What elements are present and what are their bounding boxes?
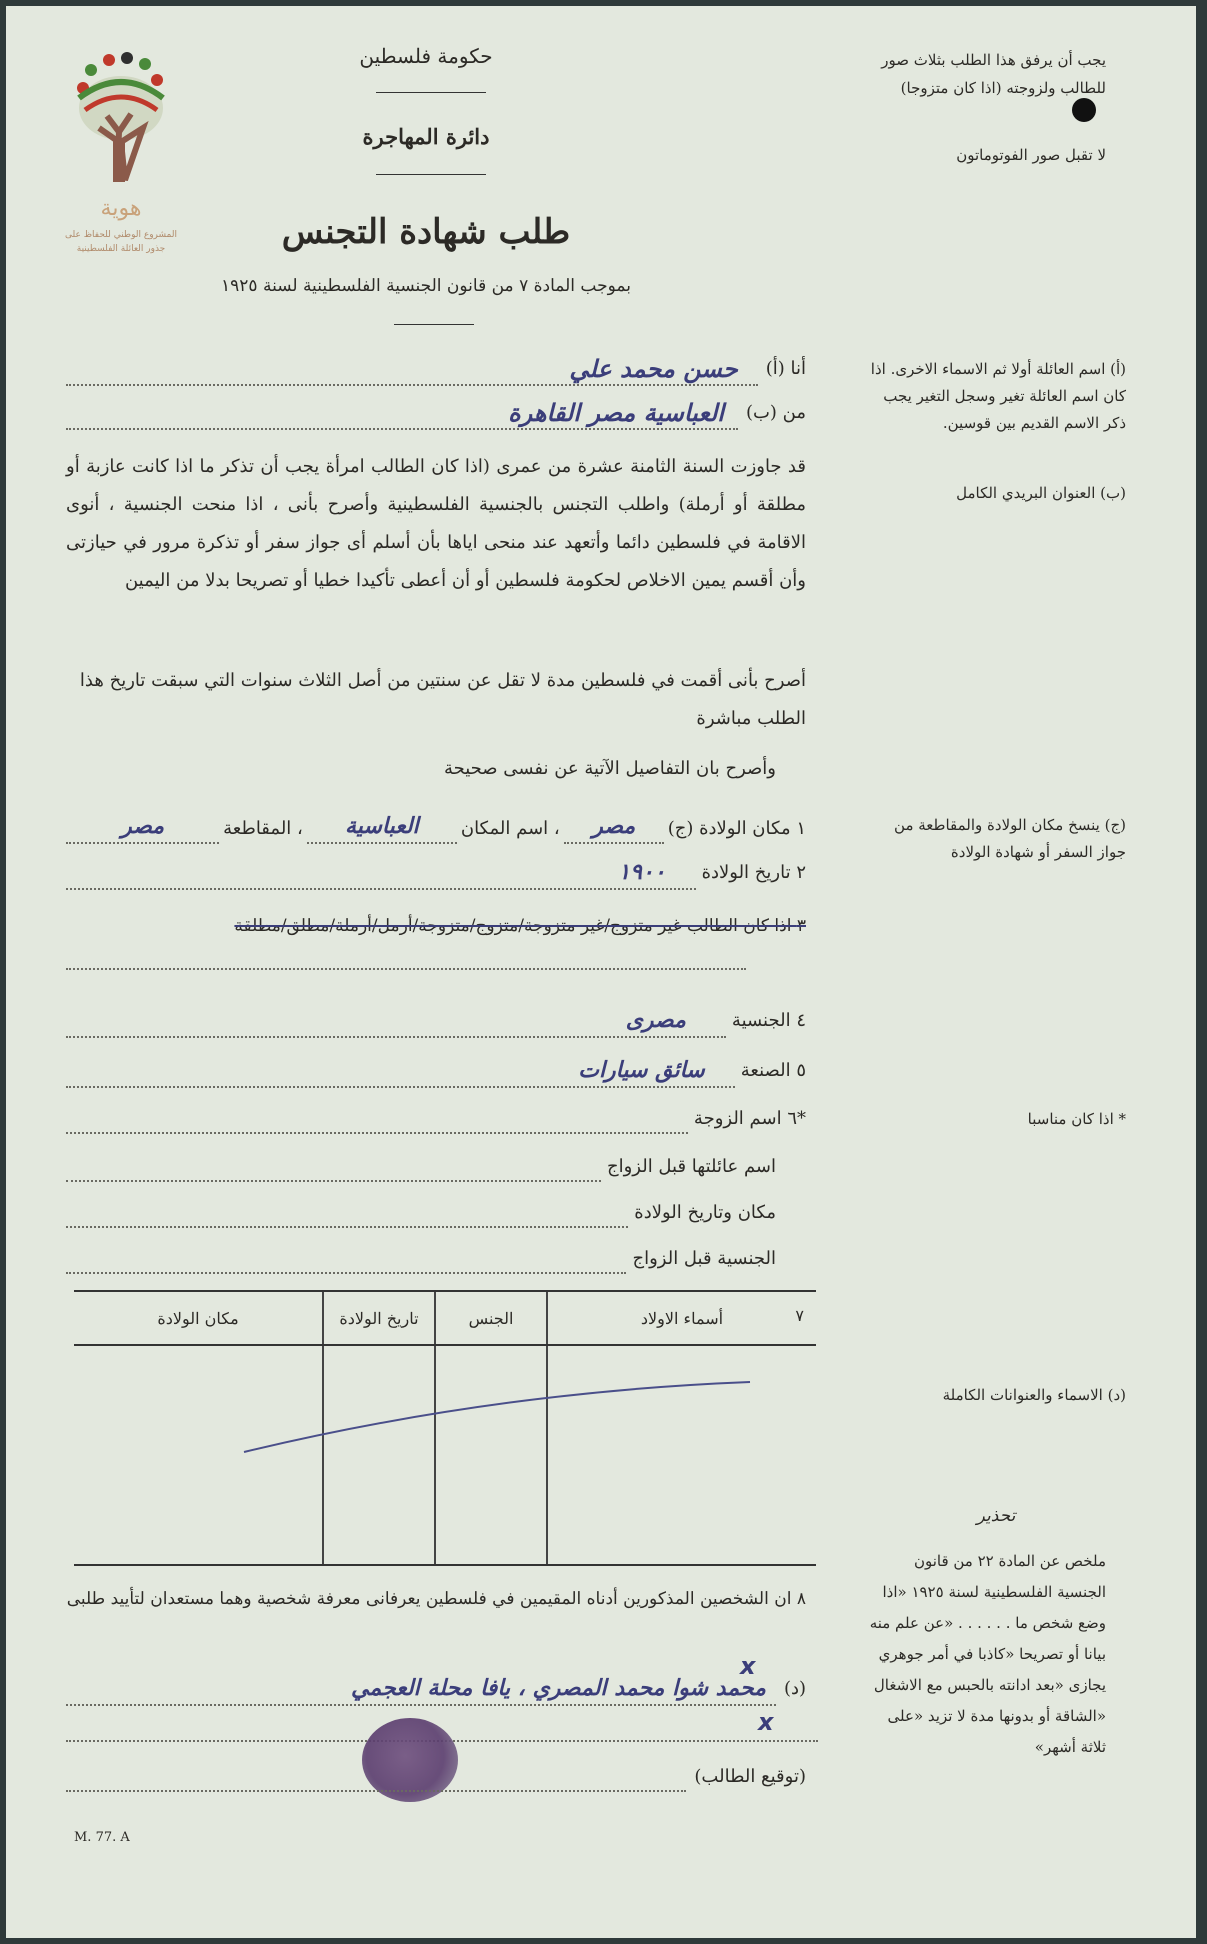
logo-name: هوية <box>100 196 142 221</box>
wife-maiden-label: اسم عائلتها قبل الزواج <box>606 1156 776 1177</box>
field-wife-maiden-row <box>66 1152 776 1182</box>
sidenote-photo-note: لا تقبل صور الفوتوماتون <box>956 146 1106 164</box>
witness-field[interactable]: محمد شوا محمد المصري ، يافا محلة العجمي <box>66 1674 776 1706</box>
sidenote-names: (أ) اسم العائلة أولا ثم الاسماء الاخرى. اذا كان اسم العائلة تغير وسجل التغير يجب ذكر الاسم القديم بين قوسين. <box>870 360 1126 432</box>
department-heading: دائرة المهاجرة <box>362 124 490 149</box>
birthplace-label: ١ مكان الولادة (ج) <box>667 818 806 839</box>
warning-body: ملخص عن المادة ٢٢ من قانون الجنسية الفلسطينية لسنة ١٩٢٥ «اذا وضع شخص ما . . . . . . «عن علم منه بيانا أو تصريحا «كاذبا في أمر جوهري يجازى «بعد ادانته بالحبس مع الاشغال «الشاقة أو بدونها مدة لا تزيد «على ثلاثة أشهر» <box>869 1552 1106 1756</box>
item8-text: ٨ ان الشخصين المذكورين أدناه المقيمين في فلسطين يعرفانى معرفة شخصية وهما مستعدان لتأييد طلبى <box>66 1589 806 1609</box>
birthplace-country-field[interactable]: مصر <box>564 812 664 844</box>
sidenote-full-names: (د) الاسماء والعنوانات الكاملة <box>942 1386 1126 1404</box>
occupation-label: ٥ الصنعة <box>740 1060 806 1081</box>
page-title: طلب شهادة التجنس <box>281 212 571 252</box>
sidenote-if-applicable: * اذا كان مناسبا <box>1027 1110 1126 1128</box>
warning-title: تحذير <box>976 1506 1016 1526</box>
field-wife-birth-row <box>66 1198 776 1228</box>
address-row <box>66 398 806 430</box>
children-names-header: أسماء الاولاد <box>640 1308 724 1328</box>
page-subtitle: بموجب المادة ٧ من قانون الجنسية الفلسطينية لسنة ١٩٢٥ <box>221 276 631 296</box>
applicant-name-field[interactable]: حسن محمد علي <box>66 354 758 386</box>
signature-row <box>66 1762 806 1792</box>
wife-nationality-label: الجنسية قبل الزواج <box>632 1248 776 1269</box>
wife-name-label: *٦ اسم الزوجة <box>693 1108 806 1129</box>
form-number: M. 77. A <box>74 1830 130 1845</box>
place-name-field[interactable]: العباسية <box>307 812 457 844</box>
witness-mark-2: x <box>758 1708 774 1736</box>
field-birthplace-row <box>66 812 806 844</box>
declaration-paragraph-2: أصرح بأنى أقمت في فلسطين مدة لا تقل عن سنتين من أصل الثلاث سنوات التي سبقت تاريخ هذا الطلب مباشرة <box>79 670 806 729</box>
district-label: ، المقاطعة <box>223 818 303 839</box>
declaration-paragraph-3: وأصرح بان التفاصيل الآتية عن نفسى صحيحة <box>443 758 776 779</box>
birthdate-field[interactable]: ١٩٠٠ <box>66 858 696 890</box>
declaration-paragraph-1: قد جاوزت السنة الثامنة عشرة من عمرى (اذا كان الطالب امرأة يجب أن تذكر ما اذا كانت عازبة أو مطلقة أو أرملة) واطلب التجنس بالجنسية الفلسطينية وأصرح بأنى ، اذا منحت الجنسية ، أنوى الاقامة في فلسطين دائما وأتعهد عند منحى اياها بأن أسلم أى جواز سفر أو تذكرة مرور في حيازتى وأن أقسم يمين الاخلاص لحكومة فلسطين أو أن أعطى تأكيدا خطيا أو تصريحا بدلا من اليمين <box>66 456 806 591</box>
place-name-label: ، اسم المكان <box>460 818 560 839</box>
witness-mark-1: x <box>740 1652 756 1680</box>
birthdate-label: ٢ تاريخ الولادة <box>701 862 806 883</box>
field-wife-name-row <box>66 1104 806 1134</box>
children-item-number: ٧ <box>795 1306 804 1325</box>
sidenote-photos: يجب أن يرفق هذا الطلب بثلاث صور للطالب ولزوجته (اذا كان متزوجا) <box>881 51 1106 97</box>
sidenote-birthplace: (ج) ينسخ مكان الولادة والمقاطعة من جواز السفر أو شهادة الولادة <box>894 816 1126 861</box>
witness-row <box>66 1674 806 1706</box>
logo <box>46 50 196 270</box>
wife-maiden-field[interactable] <box>66 1152 601 1182</box>
wife-birth-field[interactable] <box>66 1198 628 1228</box>
name-row <box>66 354 806 386</box>
cancel-stroke <box>74 1292 816 1564</box>
wife-birth-label: مكان وتاريخ الولادة <box>634 1202 776 1223</box>
from-label: من (ب) <box>745 402 806 423</box>
children-col-dob: تاريخ الولادة <box>323 1292 435 1345</box>
wife-nationality-field[interactable] <box>66 1244 626 1274</box>
children-table <box>74 1292 816 1564</box>
applicant-address-field[interactable]: العباسية مصر القاهرة <box>66 398 738 430</box>
occupation-field[interactable]: سائق سيارات <box>66 1056 735 1088</box>
family-tree-icon <box>61 50 181 190</box>
nationality-field[interactable]: مصرى <box>66 1006 726 1038</box>
witness-label: (د) <box>783 1678 806 1699</box>
nationality-label: ٤ الجنسية <box>731 1010 806 1031</box>
government-heading: حكومة فلسطين <box>359 44 493 68</box>
district-field[interactable]: مصر <box>66 812 219 844</box>
field-wife-nationality-row <box>66 1244 776 1274</box>
wife-name-field[interactable] <box>66 1104 688 1134</box>
signature-label: (توقيع الطالب) <box>694 1766 806 1787</box>
logo-tagline-2: جذور العائلة الفلسطينية <box>76 244 166 254</box>
field-nationality-row <box>66 1006 806 1038</box>
children-col-birthplace: مكان الولادة <box>74 1292 323 1345</box>
field-occupation-row <box>66 1056 806 1088</box>
marital-status-label: ٣ اذا كان الطالب غير متزوج/غير متزوجة/متزوج/متزوجة/أرمل/أرملة/مطلق/مطلقة <box>234 916 806 936</box>
children-col-sex: الجنس <box>435 1292 547 1345</box>
hole-punch <box>1072 98 1096 122</box>
name-label: أنا (أ) <box>765 358 806 379</box>
document-page <box>6 6 1196 1938</box>
sidenote-address: (ب) العنوان البريدي الكامل <box>956 484 1126 502</box>
field-birthdate-row <box>66 858 806 890</box>
marital-status-field[interactable] <box>66 966 746 970</box>
signature-field[interactable] <box>66 1762 686 1792</box>
logo-tagline-1: المشروع الوطني للحفاظ على <box>64 230 177 240</box>
